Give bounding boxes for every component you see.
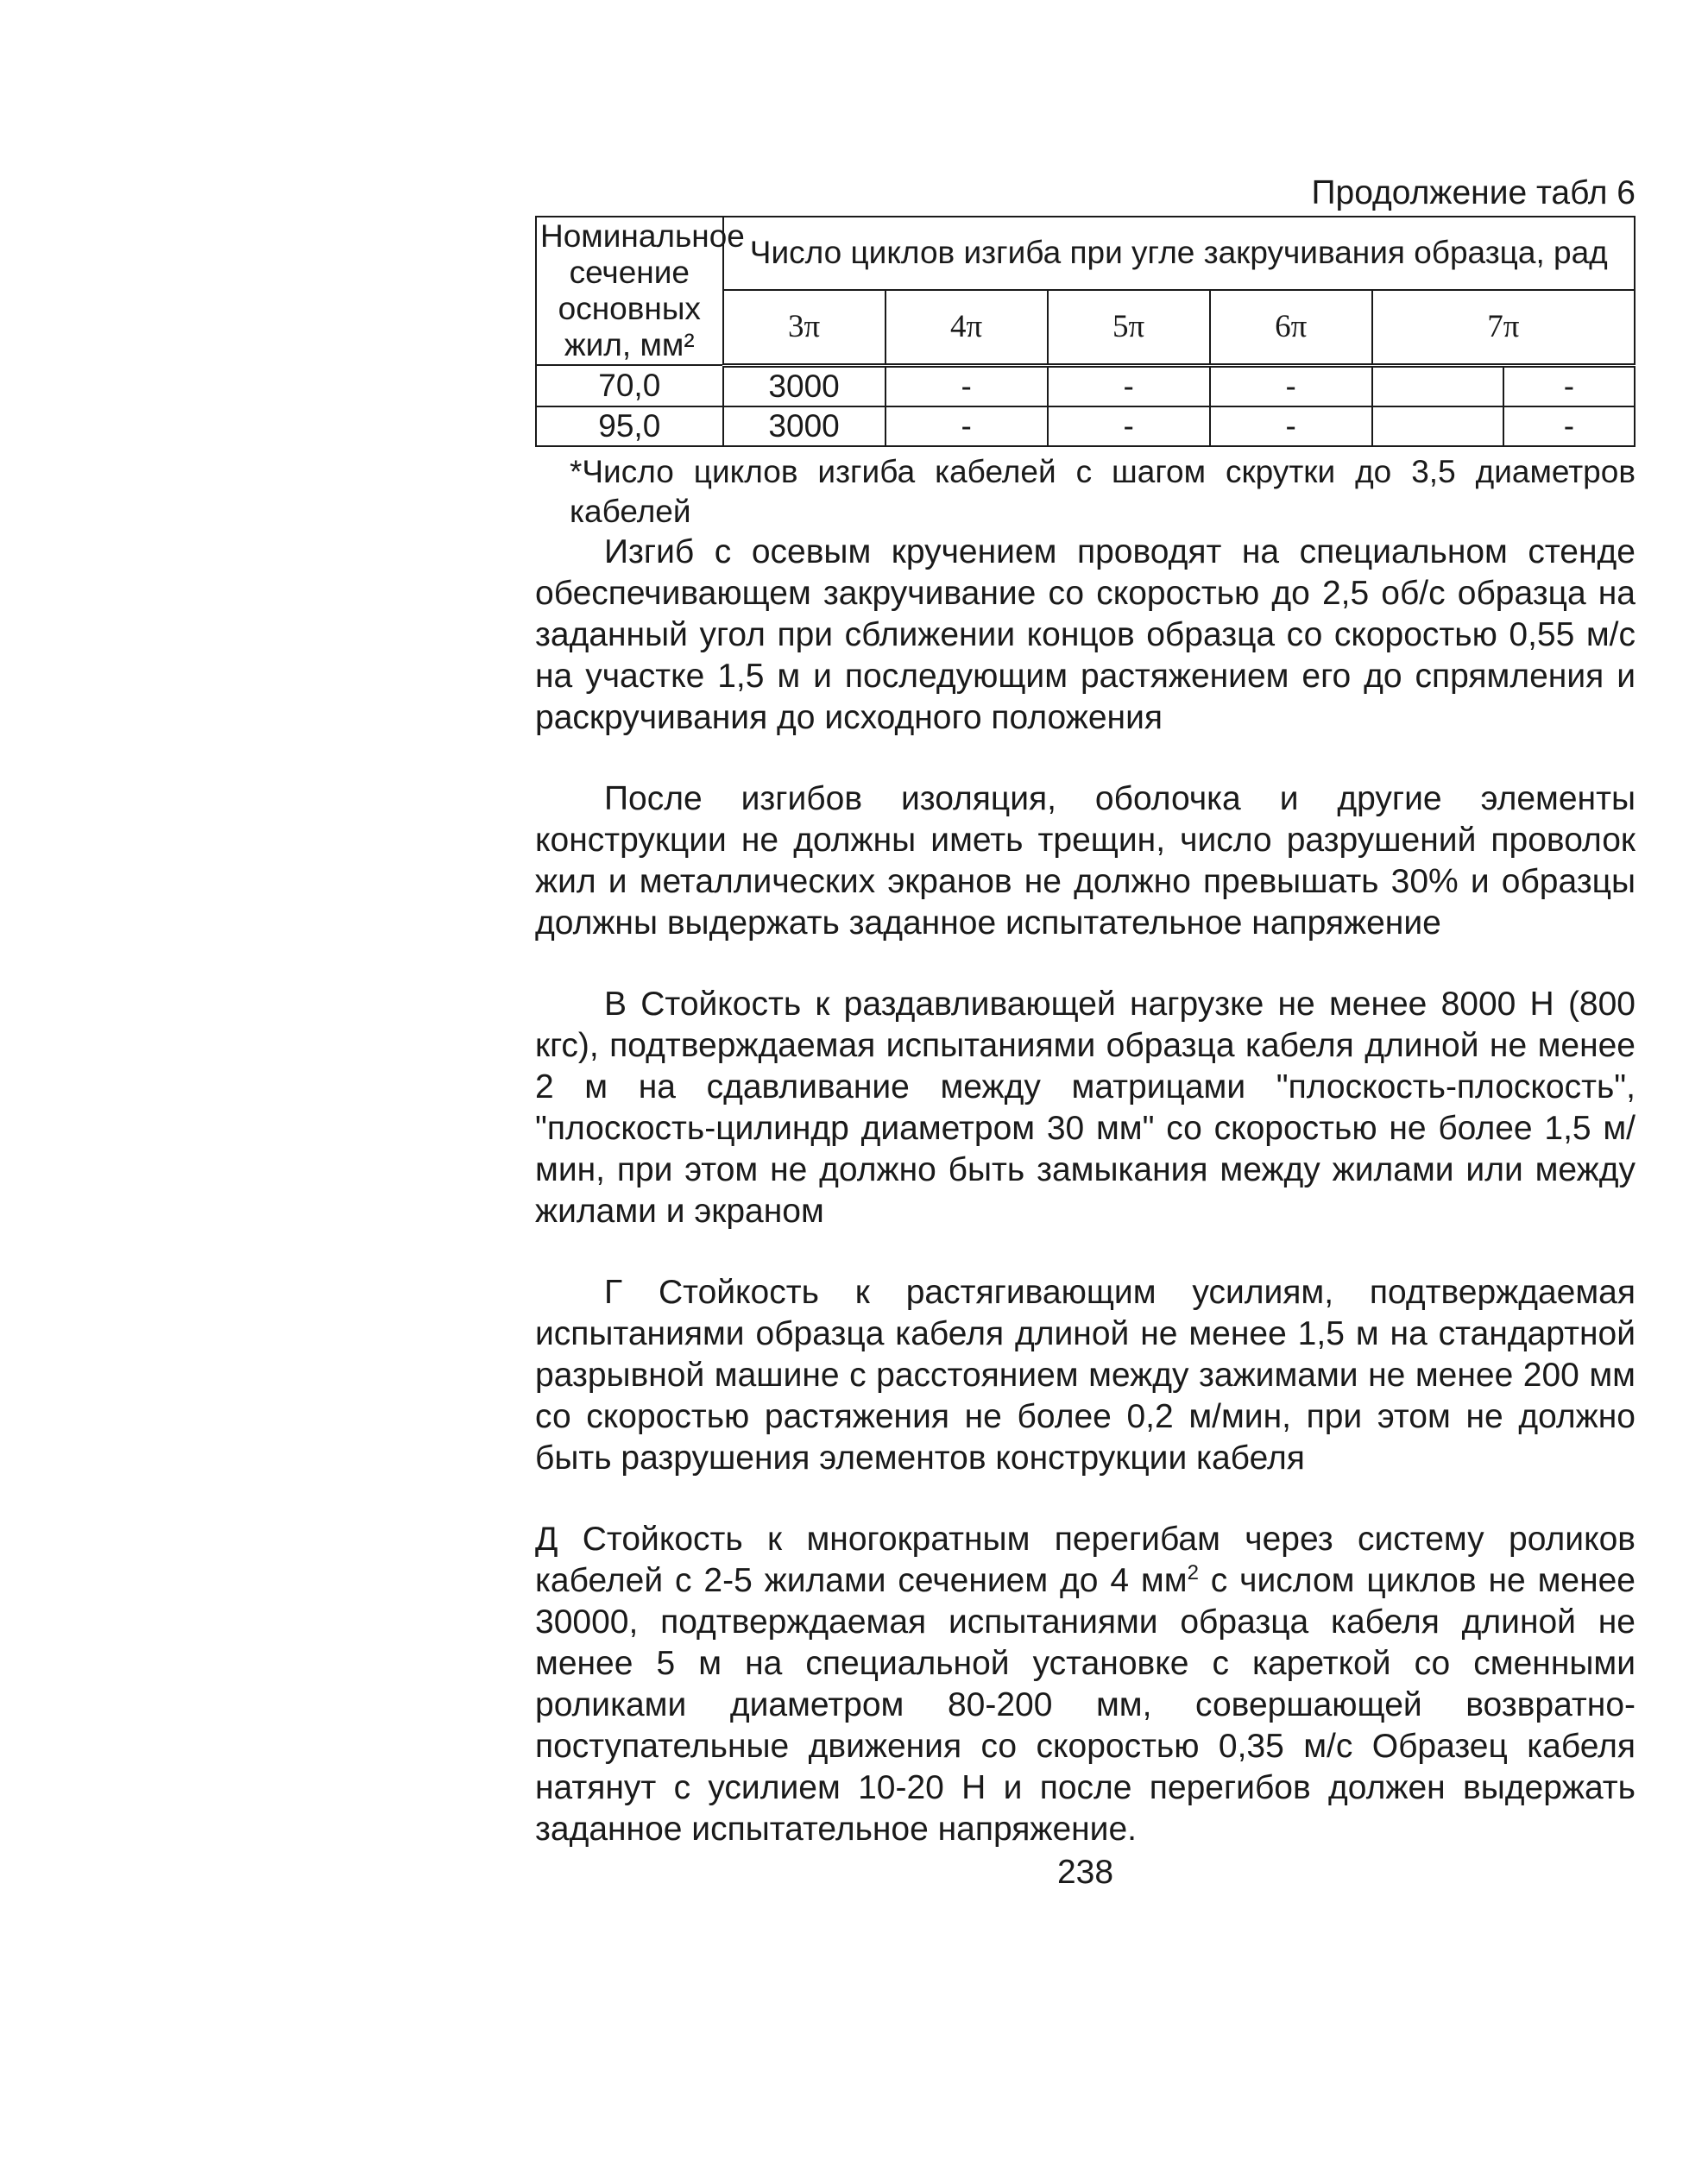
angle-header-5pi: 5π — [1048, 290, 1210, 365]
paragraph-roller-bending — [535, 1519, 1636, 1850]
cycles-table — [535, 216, 1636, 447]
angle-header-3pi: 3π — [723, 290, 886, 365]
value-cell: - — [886, 406, 1048, 446]
paragraph-roller-bending-end: с числом циклов не менее 30000, подтверждаемая испытаниями образца кабеля длиной не менее 5 м на специальной установке с кареткой со сменными роликами диаметром 80-200 мм, совершающей возвратно-поступательные движения со скоростью 0,35 м/с Образец кабеля натянут с усилием 10-20 Н и после перегибов должен выдержать заданное испытательное напряжение. — [535, 1561, 1636, 1848]
table-row — [536, 365, 1635, 406]
value-cell — [1372, 406, 1503, 446]
col-header-cycles: Число циклов изгиба при угле закручивания образца, рад — [723, 217, 1635, 290]
paragraph-tensile-resistance: Г Стойкость к растягивающим усилиям, подтверждаемая испытаниями образца кабеля длиной не менее 1,5 м на стандартной разрывной машине с расстоянием между зажимами не менее 200 мм со скоростью растяжения не более 0,2 м/мин, при этом не должно быть разрушения элементов конструкции кабеля — [535, 1273, 1636, 1477]
angle-header-4pi: 4π — [886, 290, 1048, 365]
angle-header-6pi: 6π — [1210, 290, 1372, 365]
superscript-two: 2 — [1187, 1560, 1199, 1584]
value-cell — [1372, 365, 1503, 406]
value-cell: - — [1210, 365, 1372, 406]
value-cell: - — [1048, 365, 1210, 406]
table-continuation-label: Продолжение табл 6 — [1311, 174, 1636, 211]
paragraph-crush-resistance: В Стойкость к раздавливающей нагрузке не менее 8000 Н (800 кгс), подтверждаемая испытаниями образца кабеля длиной не менее 2 м на сдавливание между матрицами "плоскость-плоскость", "плоскость-цилиндр диаметром 30 мм" со скоростью не более 1,5 м/мин, при этом не должно быть замыкания между жилами или между жилами и экраном — [535, 985, 1636, 1230]
page-content — [535, 173, 1636, 1893]
value-cell: - — [1210, 406, 1372, 446]
col-header-section: Номинальное сечение основных жил, мм² — [536, 217, 723, 365]
section-cell: 70,0 — [536, 365, 723, 406]
value-cell: - — [1503, 406, 1635, 446]
value-cell: 3000 — [723, 365, 886, 406]
value-cell: - — [1048, 406, 1210, 446]
table-footnote: *Число циклов изгиба кабелей с шагом скрутки до 3,5 диаметров кабелей — [570, 453, 1636, 529]
paragraph-bend-torsion: Изгиб с осевым кручением проводят на специальном стенде обеспечивающем закручивание со скоростью до 2,5 об/с образца на заданный угол при сближении концов образца со скоростью 0,55 м/с на участке 1,5 м и последующим растяжением его до спрямления и раскручивания до исходного положения — [535, 532, 1636, 736]
paragraph-after-bends: После изгибов изоляция, оболочка и другие элементы конструкции не должны иметь трещин, число разрушений проволок жил и металлических экранов не должно превышать 30% и образцы должны выдержать заданное испытательное напряжение — [535, 779, 1636, 942]
table-row — [536, 406, 1635, 446]
page-number: 238 — [1056, 1853, 1114, 1891]
section-cell: 95,0 — [536, 406, 723, 446]
angle-header-7pi: 7π — [1372, 290, 1635, 365]
value-cell: - — [886, 365, 1048, 406]
paragraph-roller-bending-start: Д Стойкость к многократным перегибам через систему роликов кабелей с 2-5 жилами сечением до 4 мм — [535, 1520, 1636, 1599]
value-cell: 3000 — [723, 406, 886, 446]
value-cell: - — [1503, 365, 1635, 406]
